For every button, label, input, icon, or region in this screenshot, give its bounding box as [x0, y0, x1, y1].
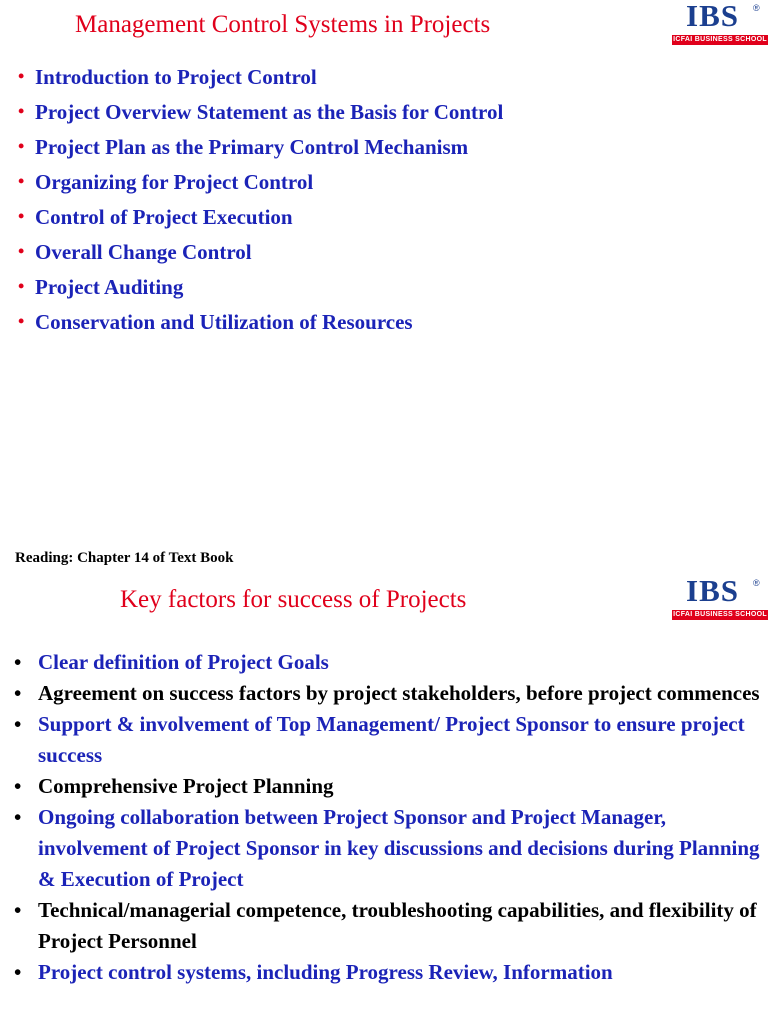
logo-text: IBS	[686, 573, 739, 608]
slide-key-factors	[0, 575, 768, 1024]
reading-note: Reading: Chapter 14 of Text Book	[15, 550, 234, 566]
bullet-icon: •	[14, 681, 22, 705]
bullet-icon: •	[18, 101, 25, 121]
logo-band: ICFAI BUSINESS SCHOOL	[673, 36, 767, 43]
success-factor-list	[14, 647, 768, 988]
slide-title: Key factors for success of Projects	[120, 586, 467, 613]
list-item: • Introduction to Project Control	[18, 63, 503, 98]
logo-band: ICFAI BUSINESS SCHOOL	[673, 611, 767, 618]
list-item: • Project Plan as the Primary Control Mechanism	[18, 133, 503, 168]
list-item: • Agreement on success factors by project stakeholders, before project commences	[14, 678, 768, 709]
ibs-logo	[672, 0, 768, 44]
bullet-icon: •	[14, 805, 22, 829]
bullet-icon: •	[14, 898, 22, 922]
list-item: • Clear definition of Project Goals	[14, 647, 768, 678]
bullet-icon: •	[18, 206, 25, 226]
bullet-icon: •	[14, 774, 22, 798]
bullet-icon: •	[18, 276, 25, 296]
list-item: • Organizing for Project Control	[18, 168, 503, 203]
registered-mark: ®	[753, 3, 760, 13]
bullet-icon: •	[14, 960, 22, 984]
bullet-icon: •	[18, 171, 25, 191]
list-item: • Technical/managerial competence, troubleshooting capabilities, and flexibility of Project Personnel	[14, 895, 768, 957]
bullet-icon: •	[14, 712, 22, 736]
logo-text: IBS	[686, 0, 739, 33]
list-item: • Project control systems, including Progress Review, Information	[14, 957, 768, 988]
list-item: • Comprehensive Project Planning	[14, 771, 768, 802]
bullet-icon: •	[18, 136, 25, 156]
list-item: • Overall Change Control	[18, 238, 503, 273]
list-item: • Ongoing collaboration between Project Sponsor and Project Manager, involvement of Project Sponsor in key discussions and decisions during Planning & Execution of Project	[14, 802, 768, 895]
slide-title: Management Control Systems in Projects	[75, 11, 491, 38]
list-item: • Support & involvement of Top Management/ Project Sponsor to ensure project success	[14, 709, 768, 771]
registered-mark: ®	[753, 578, 760, 588]
bullet-icon: •	[18, 311, 25, 331]
topic-list	[18, 63, 503, 343]
list-item: • Conservation and Utilization of Resources	[18, 308, 503, 343]
bullet-icon: •	[14, 650, 22, 674]
list-item: • Project Auditing	[18, 273, 503, 308]
bullet-icon: •	[18, 241, 25, 261]
list-item: • Control of Project Execution	[18, 203, 503, 238]
bullet-icon: •	[18, 66, 25, 86]
list-item: • Project Overview Statement as the Basis for Control	[18, 98, 503, 133]
ibs-logo	[672, 573, 768, 619]
